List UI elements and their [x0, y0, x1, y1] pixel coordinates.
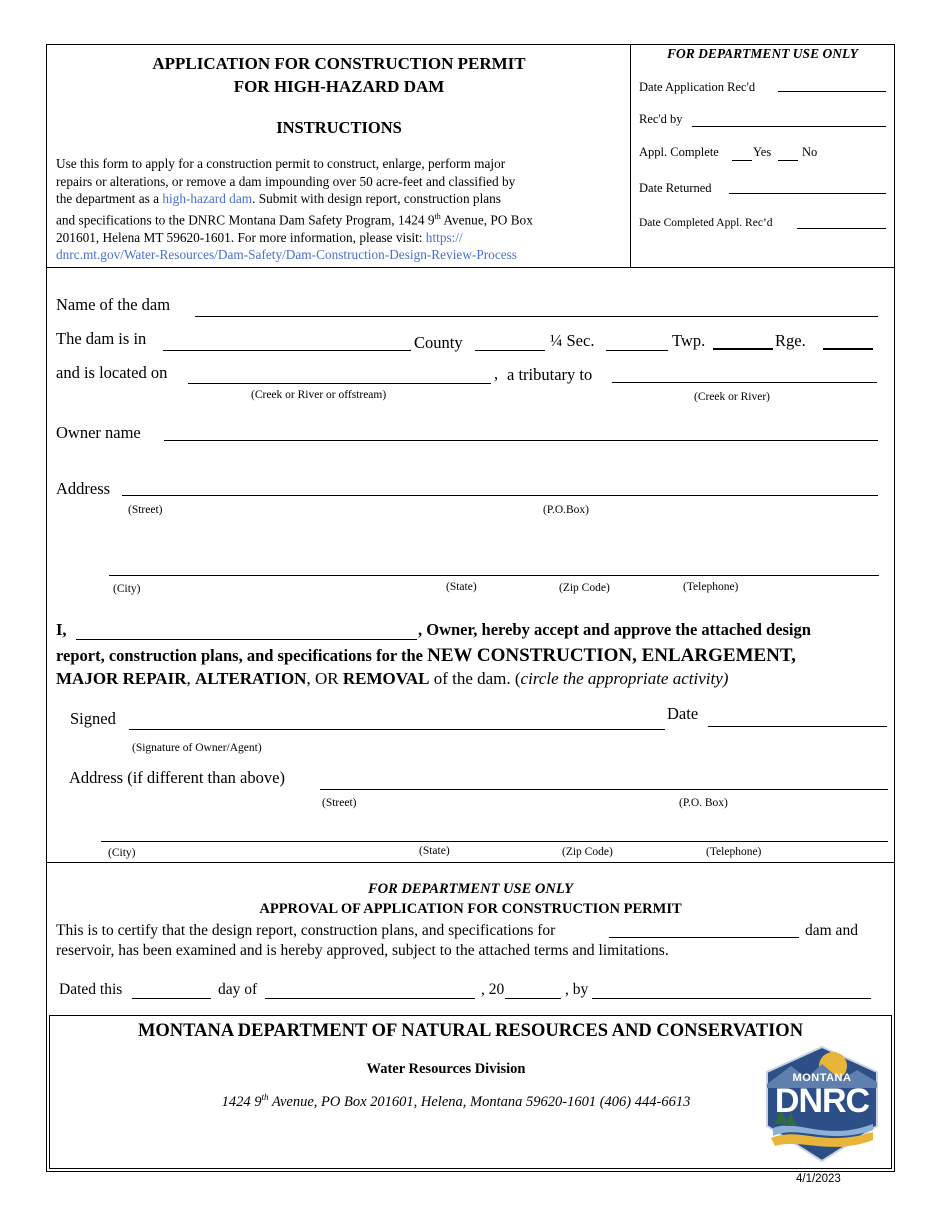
signature-date-field[interactable] — [708, 726, 887, 727]
instr-line-1: Use this form to apply for a construction permit to construct, enlarge, perform major — [56, 156, 506, 171]
dam-name-label: Name of the dam — [56, 295, 171, 314]
pobox-hint: (P.O.Box) — [543, 504, 590, 516]
agency-address — [86, 1092, 826, 1111]
owner-name-label: Owner name — [56, 423, 141, 442]
no-label: No — [802, 145, 818, 159]
form-title — [49, 52, 629, 98]
agency-name: MONTANA DEPARTMENT OF NATURAL RESOURCES AND CONSERVATION — [137, 1021, 804, 1041]
date-returned-field[interactable] — [729, 193, 886, 194]
superscript: th — [261, 1092, 269, 1102]
state-hint: (State) — [446, 581, 477, 593]
alt-zip-hint: (Zip Code) — [562, 846, 613, 858]
tributary-field[interactable] — [612, 382, 877, 383]
activity-major-repair: MAJOR REPAIR — [56, 669, 187, 688]
address-street-field[interactable] — [122, 495, 878, 496]
address-city-field[interactable] — [109, 575, 879, 576]
cert-line-1: This is to certify that the design report, construction plans, and specifications for — [56, 922, 556, 939]
dam-name-field[interactable] — [195, 316, 878, 317]
dam-in-label: The dam is in — [56, 329, 147, 348]
date-received-label: Date Application Rec'd — [639, 80, 756, 94]
approval-divider — [46, 862, 895, 863]
cert-line-2: reservoir, has been examined and is hereby approved, subject to the attached terms and limitations. — [56, 942, 669, 959]
address-text: Avenue, PO Box 201601, Helena, Montana 59620-1601 (406) 444-6613 — [268, 1093, 691, 1110]
appl-complete-label: Appl. Complete — [639, 145, 719, 159]
signature-field[interactable] — [129, 729, 665, 730]
instructions-heading: INSTRUCTIONS — [276, 118, 402, 137]
signed-label: Signed — [70, 709, 116, 728]
instr-text: Avenue, PO Box — [440, 212, 533, 228]
declaration-text: of the dam. ( — [429, 669, 521, 688]
alt-city-hint: (City) — [108, 847, 136, 859]
declaration-line-3 — [56, 669, 728, 689]
cert-line-1-end: dam and — [805, 922, 858, 939]
date-returned-label: Date Returned — [639, 181, 712, 195]
circle-note: circle the appropriate activity) — [520, 669, 729, 688]
superscript: th — [434, 211, 441, 221]
county-field[interactable] — [475, 350, 545, 351]
street-hint: (Street) — [128, 504, 163, 516]
dated-year-field[interactable] — [505, 998, 561, 999]
declaration-i: I, — [56, 620, 67, 639]
located-on-label: and is located on — [56, 363, 168, 382]
cert-dam-name-field[interactable] — [609, 937, 799, 938]
dept-use-heading: FOR DEPARTMENT USE ONLY — [667, 46, 858, 61]
info-url-link[interactable]: https:// — [425, 229, 463, 245]
division-name: Water Resources Division — [366, 1061, 526, 1077]
alt-telephone-hint: (Telephone) — [706, 846, 762, 858]
quarter-sec-field[interactable] — [606, 350, 668, 351]
rge-field[interactable] — [823, 348, 873, 350]
received-by-label: Rec'd by — [639, 112, 683, 126]
title-line-1: APPLICATION FOR CONSTRUCTION PERMIT — [152, 54, 526, 73]
separator: , — [186, 669, 195, 688]
revision-date: 4/1/2023 — [796, 1173, 841, 1185]
separator: , OR — [306, 669, 343, 688]
instr-text: . Submit with design report, construction plans — [252, 191, 501, 207]
appl-complete-yes-field[interactable] — [732, 160, 752, 161]
address-label: Address — [56, 479, 111, 498]
quarter-sec-label: ¼ Sec. — [550, 331, 595, 350]
instr-line-3 — [56, 190, 626, 208]
logo-montana-text: MONTANA — [792, 1072, 852, 1084]
year-prefix-label: , 20 — [481, 981, 505, 998]
comma: , — [494, 364, 499, 383]
approval-heading: APPROVAL OF APPLICATION FOR CONSTRUCTION PERMIT — [259, 901, 682, 917]
instr-line-2: repairs or alterations, or remove a dam impounding over 50 acre-feet and classified by — [56, 173, 516, 189]
telephone-hint: (Telephone) — [683, 581, 739, 593]
date-label: Date — [667, 704, 699, 723]
day-of-label: day of — [218, 981, 258, 998]
dnrc-logo — [761, 1044, 883, 1164]
owner-declaration-field[interactable] — [76, 639, 417, 640]
creek-hint-2: (Creek or River) — [694, 391, 770, 403]
dam-location-field[interactable] — [163, 350, 411, 351]
alt-state-hint: (State) — [419, 845, 450, 857]
received-by-field[interactable] — [692, 126, 886, 127]
instr-text: 201601, Helena MT 59620-1601. For more information, please visit: — [56, 229, 426, 245]
instr-line-4 — [56, 208, 626, 229]
activity-removal: REMOVAL — [342, 669, 430, 688]
instructions-text — [56, 155, 626, 264]
county-label: County — [414, 333, 463, 352]
alt-street-hint: (Street) — [322, 797, 357, 809]
high-hazard-dam-link[interactable]: high-hazard dam — [162, 191, 253, 207]
appl-complete-no-field[interactable] — [778, 160, 798, 161]
title-line-2: FOR HIGH-HAZARD DAM — [233, 77, 445, 96]
info-url-link-continued[interactable]: dnrc.mt.gov/Water-Resources/Dam-Safety/Dam-Construction-Design-Review-Process — [56, 247, 517, 263]
approval-dept-heading: FOR DEPARTMENT USE ONLY — [367, 881, 574, 897]
yes-label: Yes — [753, 145, 772, 159]
alt-address-street-field[interactable] — [320, 789, 888, 790]
dated-day-field[interactable] — [132, 998, 211, 999]
zip-hint: (Zip Code) — [559, 582, 610, 594]
creek-hint: (Creek or River or offstream) — [251, 389, 387, 401]
approved-by-field[interactable] — [592, 998, 871, 999]
signature-hint: (Signature of Owner/Agent) — [132, 742, 262, 754]
date-completed-field[interactable] — [797, 228, 886, 229]
declaration-owner-text: , Owner, hereby accept and approve the attached design — [418, 620, 811, 639]
instr-line-5 — [56, 229, 626, 247]
address-different-label: Address (if different than above) — [69, 768, 285, 787]
by-label: , by — [565, 981, 589, 998]
rge-label: Rge. — [775, 331, 806, 350]
activity-new-enlargement: NEW CONSTRUCTION, ENLARGEMENT, — [427, 645, 796, 666]
date-received-field[interactable] — [778, 91, 886, 92]
located-on-field[interactable] — [188, 383, 491, 384]
tributary-label: a tributary to — [507, 365, 593, 384]
address-text: 1424 9 — [221, 1093, 262, 1110]
twp-label: Twp. — [672, 331, 706, 350]
city-hint: (City) — [113, 583, 141, 595]
alt-address-city-field[interactable] — [101, 841, 888, 842]
date-completed-label: Date Completed Appl. Rec’d — [639, 217, 773, 229]
instr-text: the department as a — [56, 191, 163, 207]
declaration-line-2 — [56, 645, 796, 667]
owner-name-field[interactable] — [164, 440, 878, 441]
header-divider — [46, 267, 895, 268]
declaration-text: report, construction plans, and specifications for the — [56, 646, 428, 665]
activity-alteration: ALTERATION — [194, 669, 307, 688]
alt-pobox-hint: (P.O. Box) — [679, 797, 728, 809]
twp-field[interactable] — [713, 348, 773, 350]
logo-dnrc-text: DNRC — [774, 1082, 870, 1120]
dated-month-field[interactable] — [265, 998, 475, 999]
instr-text: and specifications to the DNRC Montana Dam Safety Program, 1424 9 — [56, 212, 435, 228]
dated-this-label: Dated this — [59, 981, 123, 998]
